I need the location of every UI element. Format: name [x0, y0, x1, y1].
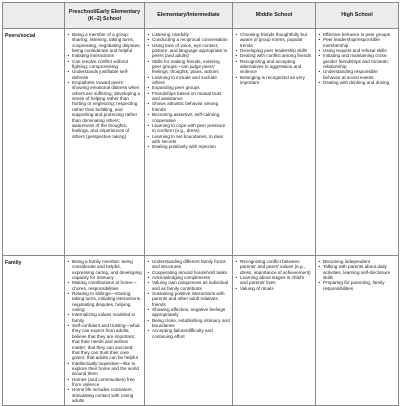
row-peers-social: [3, 29, 399, 256]
bullet-item: • Homes (and communities) free from violence: [67, 377, 142, 388]
bullet-list: [235, 32, 313, 85]
bullet-item: • Becoming independent: [318, 259, 396, 264]
bullet-item: • Initiating and maintaining cross-gender friendships and romantic relationship: [318, 53, 396, 69]
header-elementary: Elementary/Intermediate: [145, 3, 233, 29]
bullet-item: • Home life includes consistent, stimulating contact with caring adults: [67, 387, 142, 403]
bullet-item: • Being a family member: being considerate and helpful, expressing caring, and developing capacity for intimacy: [67, 259, 142, 280]
bullet-list: [318, 32, 396, 85]
bullet-list: [67, 259, 142, 403]
row-label-family: Family: [3, 256, 65, 406]
cell-family-preschool: [65, 256, 145, 406]
bullet-item: • Learning to cope with peer pressure to conform (e.g., dress): [147, 123, 230, 134]
header-preschool: Preschool/Early Elementary (K–2) School: [65, 3, 145, 29]
bullet-item: • Dealing with drinking and driving: [318, 80, 396, 85]
bullet-item: • Conducting a reciprocal conversation: [147, 37, 230, 42]
bullet-item: • Effective behavior in peer groups: [318, 32, 396, 37]
bullet-item: • Valuing of rituals: [235, 286, 313, 291]
bullet-item: • Using tone of voice, eye contact, posture, and language appropriate to peers (and adults): [147, 43, 230, 59]
cell-family-elementary: [145, 256, 233, 406]
bullet-item: • Showing affection, negative feelings appropriately: [147, 307, 230, 318]
bullet-item: • Acknowledging compliments: [147, 275, 230, 280]
bullet-item: • Learning to include and exclude others: [147, 75, 230, 86]
bullet-item: • Talking with parents about daily activities, learning self-disclosure skills: [318, 264, 396, 280]
bullet-item: • Choosing friends thoughtfully but aware of group norms, popular trends: [235, 32, 313, 48]
cell-peers-elementary: [145, 29, 233, 256]
bullet-item: • Shows altruistic behavior among friends: [147, 101, 230, 112]
bullet-item: • Learning about stages in child's and parents' lives: [235, 275, 313, 286]
bullet-item: • Belonging is recognized as very important: [235, 75, 313, 86]
bullet-item: • Can resolve conflict without fighting; compromising: [67, 59, 142, 70]
bullet-item: • Listening carefully: [147, 32, 230, 37]
bullet-list: [235, 259, 313, 291]
bullet-item: • Valuing own uniqueness as individual and as family contributor: [147, 280, 230, 291]
bullet-item: • Becoming assertive, self-calming, cooperative: [147, 112, 230, 123]
header-high-school: High School: [316, 3, 399, 29]
bullet-item: • Relating to siblings—sharing; taking turns, initiating interactions, negotiating disputes, helping, caring: [67, 291, 142, 312]
cell-peers-high: [316, 29, 399, 256]
bullet-list: [147, 259, 230, 339]
bullet-item: • Understanding different family forms and structures: [147, 259, 230, 270]
bullet-list: [147, 32, 230, 150]
bullet-list: [318, 259, 396, 291]
header-middle-school: Middle School: [233, 3, 316, 29]
bullet-item: • Understanding responsible behavior at social events: [318, 69, 396, 80]
bullet-item: • Learning to set boundaries, to deal with secrets: [147, 134, 230, 145]
bullet-item: • Preparing for parenting, family responsibilities: [318, 280, 396, 291]
bullet-item: • Sustaining positive interactions with parents and other adult relatives, friends: [147, 291, 230, 307]
bullet-item: • Understands justifiable self-defense: [67, 69, 142, 80]
row-family: [3, 256, 399, 406]
cell-peers-preschool: [65, 29, 145, 256]
skills-table: [2, 2, 399, 406]
cell-family-high: [316, 256, 399, 406]
bullet-item: • Peer leadership/responsible membership: [318, 37, 396, 48]
row-label-peers-social: Peers/social: [3, 29, 65, 256]
bullet-item: • Accepting failure/difficulty and continuing effort: [147, 328, 230, 339]
cell-family-middle: [233, 256, 316, 406]
header-corner-cell: [3, 3, 65, 29]
bullet-item: • Making contributions at home—chores, responsibilities: [67, 280, 142, 291]
bullet-item: • Developing peer leadership skills: [235, 48, 313, 53]
bullet-item: • Empathetic toward peers: showing emotional distress when others are suffering; developing a sense of helping rather than hurting or neglecting; respecting rather than belittling, and supporting and protecting rather than dominating others; awareness of the thoughts, feelings, and experiences of others (perspective taking): [67, 80, 142, 139]
bullet-item: • Friendships based on mutual trust and assistance: [147, 91, 230, 102]
bullet-item: • Expanding peer groups: [147, 85, 230, 90]
bullet-item: • Being a member of a group: sharing, listening, taking turns, cooperating, negotiating disputes, being considerate and helpful: [67, 32, 142, 53]
bullet-item: • Internalizing values modeled in family: [67, 312, 142, 323]
bullet-item: • Dealing positively with rejection: [147, 144, 230, 149]
bullet-item: • Skills for making friends, entering peer groups—can judge peers' feelings, thoughts, plans, actions: [147, 59, 230, 75]
bullet-item: • Self-confident and trusting—what they can expect from adults; believe that they are important; that their needs and wishes matter; that they can succeed; that they can trust their care givers; that adults can be helpful: [67, 323, 142, 360]
document-page: [2, 2, 398, 403]
bullet-item: • Initiating interactions: [67, 53, 142, 58]
bullet-item: • Using request and refusal skills: [318, 48, 396, 53]
header-row: [3, 3, 399, 29]
bullet-item: • Being close, establishing intimacy and boundaries: [147, 318, 230, 329]
bullet-item: • Cooperating around household tasks: [147, 270, 230, 275]
bullet-list: [67, 32, 142, 139]
bullet-item: • Dealing with conflict among friends: [235, 53, 313, 58]
bullet-item: • Intellectually inquisitive—like to explore their home and the world around them: [67, 361, 142, 377]
bullet-item: • Recognizing and accepting alternatives to aggression and violence: [235, 59, 313, 75]
bullet-item: • Recognizing conflict between parents' and peers' values (e.g., dress, importance of achievement): [235, 259, 313, 275]
cell-peers-middle: [233, 29, 316, 256]
